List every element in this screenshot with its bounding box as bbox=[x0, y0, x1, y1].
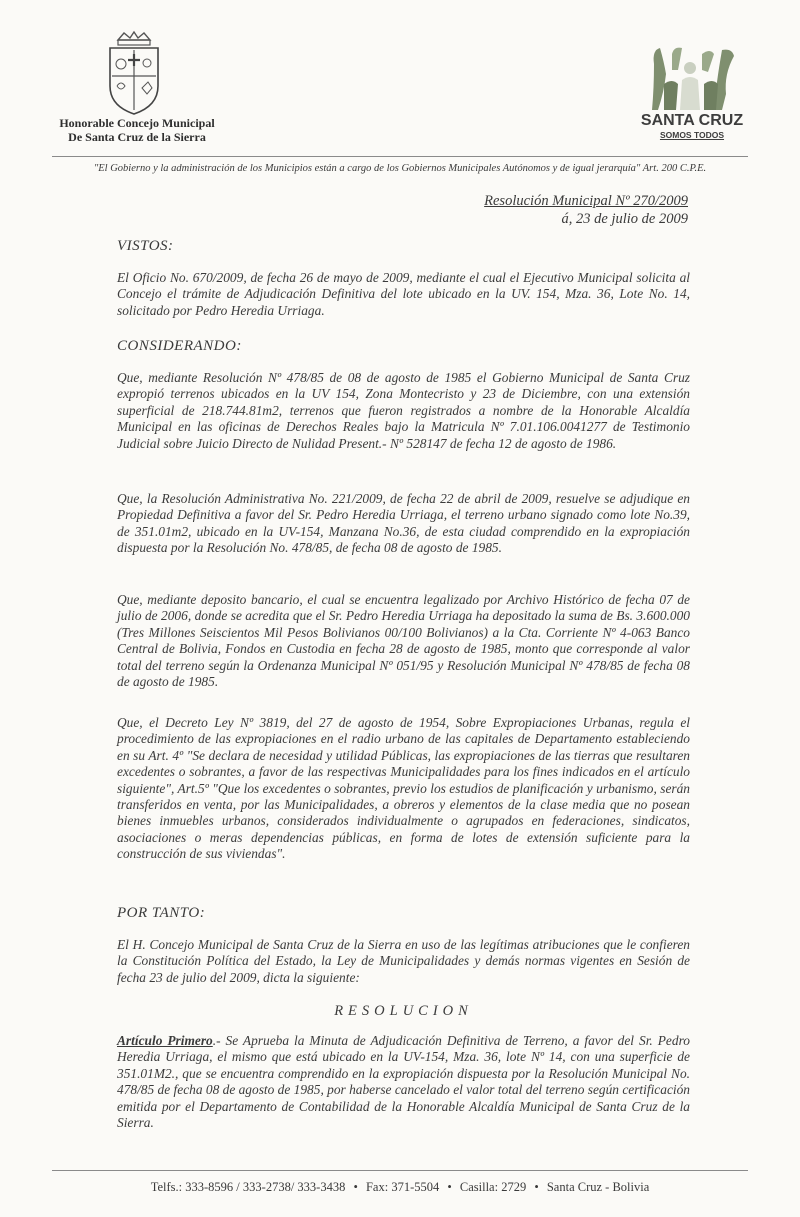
council-name-line2: De Santa Cruz de la Sierra bbox=[68, 130, 206, 144]
paragraph-considerando-1: Que, mediante Resolución Nº 478/85 de 08 de agosto de 1985 el Gobierno Municipal de Santa Cruz expropió terrenos ubicados en la UV 154, Zona Montecristo y 23 de Diciembre, con una extensión superficial de 218.744.81m2, terrenos que fueron registrados a nombre de la Honorable Alcaldía Municipal en las oficinas de Derechos Reales bajo la Matricula Nº 7.01.106.0041277 de Testimonio Judicial sobre Juicio Directo de Nulidad Present.- Nº 528147 de fecha 12 de agosto de 1986. bbox=[117, 370, 690, 451]
article-first bbox=[117, 1033, 690, 1131]
logo-wordmark: SANTA CRUZ bbox=[640, 112, 744, 129]
footer-casilla: Casilla: 2729 bbox=[459, 1180, 527, 1194]
constitutional-motto: "El Gobierno y la administración de los Municipios están a cargo de los Gobiernos Municipales Autónomos y de igual jerarquía" Art. 200 C.P.E. bbox=[93, 163, 707, 174]
footer-city: Santa Cruz - Bolivia bbox=[546, 1180, 650, 1194]
paragraph-vistos: El Oficio No. 670/2009, de fecha 26 de mayo de 2009, mediante el cual el Ejecutivo Municipal solicita al Concejo el trámite de Adjudicación Definitiva del lote ubicado en la UV. 154, Mza. 36, Lote No. 14, solicitado por Pedro Heredia Urriaga. bbox=[117, 270, 690, 318]
footer-bullet: • bbox=[353, 1180, 358, 1194]
heading-resolucion: RESOLUCION bbox=[334, 1003, 473, 1019]
council-name bbox=[52, 116, 222, 144]
paragraph-considerando-3: Que, mediante deposito bancario, el cual se encuentra legalizado por Archivo Histórico de fecha 07 de julio de 2006, donde se acredita que el Sr. Pedro Heredia Urriaga ha depositado la suma de Bs. 3.600.000 (Tres Millones Seiscientos Mil Pesos Bolivianos 00/100 Bolivianos) a la Cta. Corriente Nº 4-063 Banco Central de Bolivia, Fondos en Custodia en fecha 28 de agosto de 1985, monto que corresponde al valor total del terreno según la Ordenanza Municipal Nº 051/95 y Resolución Municipal Nº 478/85 de fecha 08 de agosto de 1985. bbox=[117, 592, 690, 690]
article-first-label: Artículo Primero bbox=[117, 1033, 213, 1048]
footer-bullet: • bbox=[534, 1180, 539, 1194]
footer-phones: Telfs.: 333-8596 / 333-2738/ 333-3438 bbox=[150, 1180, 346, 1194]
council-name-line1: Honorable Concejo Municipal bbox=[59, 116, 215, 130]
logo-slogan: SOMOS TODOS bbox=[659, 130, 725, 140]
paragraph-considerando-4: Que, el Decreto Ley Nº 3819, del 27 de agosto de 1954, Sobre Expropiaciones Urbanas, regula el procedimiento de las expropiaciones en el radio urbano de las capitales de Departamento estableciendo en su Art. 4º "Se declara de necesidad y utilidad Públicas, las expropiaciones de las tierras que resultaren excedentes o sobrantes, a favor de las respectivas Municipalidades para los fines indicados en el artículo siguiente", Art.5º "Que los excedentes o sobrantes, previo los estudios de planificación y urbanismo, serán transferidos en venta, por las Municipalidades, a obreros y elementos de la clase media que no posean bienes inmuebles urbanos, considerados individualmente o agrupados en federaciones, sindicatos, asociaciones o meras dependencias públicas, en forma de lotes de extensión suficiente para la construcción de sus viviendas". bbox=[117, 715, 690, 862]
resolution-number: Resolución Municipal Nº 270/2009 bbox=[484, 193, 688, 209]
paragraph-considerando-2: Que, la Resolución Administrativa No. 221/2009, de fecha 22 de abril de 2009, resuelve se adjudique en Propiedad Definitiva a favor del Sr. Pedro Heredia Urriaga, el terreno urbano signado como lote No.39, de 351.01m2, ubicado en la UV-154, Manzana No.36, de esta ciudad comprendido en la expropiación dispuesta por la Resolución No. 478/85, de fecha 08 de agosto de 1985. bbox=[117, 491, 690, 556]
article-first-text: .- Se Aprueba la Minuta de Adjudicación Definitiva de Terreno, a favor del Sr. Pedro Heredia Urriaga, el mismo que está ubicado en la UV-154, Mza. 36, lote Nº 14, con una superficie de 351.01M2., que se encuentra comprendido en la expropiación dispuesta por la Resolución Municipal No. 478/85 de fecha 08 de agosto de 1985, por haberse cancelado el valor total del terreno según certificación emitida por el Departamento de Contabilidad de la Honorable Alcaldía Municipal de Santa Cruz de la Sierra. bbox=[117, 1033, 690, 1131]
footer-bullet: • bbox=[447, 1180, 452, 1194]
heading-por-tanto: POR TANTO: bbox=[117, 905, 206, 921]
santa-cruz-logo-icon bbox=[642, 44, 742, 120]
paragraph-por-tanto: El H. Concejo Municipal de Santa Cruz de la Sierra en uso de las legítimas atribuciones que le confieren la Constitución Política del Estado, la Ley de Municipalidades y demás normas vigentes en Sesión de fecha 23 de julio del 2009, dicta la siguiente: bbox=[117, 937, 690, 985]
footer-divider bbox=[52, 1170, 748, 1171]
heading-vistos: VISTOS: bbox=[117, 238, 174, 254]
header-divider bbox=[52, 156, 748, 157]
resolution-reference bbox=[484, 192, 688, 228]
footer-contact bbox=[52, 1180, 748, 1195]
footer-fax: Fax: 371-5504 bbox=[365, 1180, 440, 1194]
municipal-crest-icon bbox=[104, 30, 164, 118]
heading-considerando: CONSIDERANDO: bbox=[117, 338, 242, 354]
resolution-date: á, 23 de julio de 2009 bbox=[561, 211, 688, 227]
